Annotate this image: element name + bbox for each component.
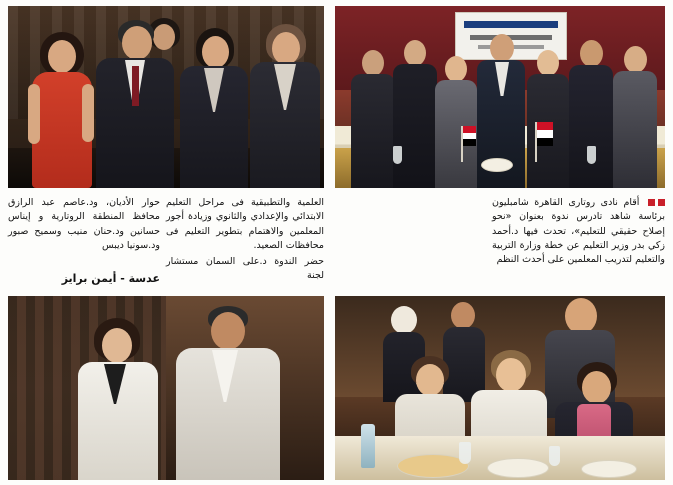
person-man-light-suit <box>168 306 288 480</box>
lead-text: أقام نادى روتارى القاهرة شامبليون برئاسة شاهد تادرس ندوة بعنوان «نحو إصلاح حقيقي للتعليم»، تحدث فيها د.أحمد زكي بدر وزير التعليم عن خطة وزارة التربية والتعليم لتدريب المعلمين على أحدث النظم <box>492 197 665 265</box>
text-column-2 <box>166 196 324 286</box>
text-column-3 <box>492 196 665 269</box>
plate <box>481 158 513 172</box>
person-man-dark-suit <box>92 20 178 188</box>
egypt-flag-1 <box>537 122 553 146</box>
drinking-glass <box>393 146 402 164</box>
drinking-glass <box>459 442 471 464</box>
drinking-glass <box>549 446 560 466</box>
red-square-marker <box>658 199 665 206</box>
rotary-club-panel-photo <box>335 6 665 188</box>
paragraph: حضر الندوة د.على السمان مستشار لجنة <box>166 256 324 282</box>
panel-person-4 <box>611 46 659 188</box>
panel-person-1 <box>349 50 397 188</box>
person-woman-dark-jacket <box>176 28 252 188</box>
red-square-marker <box>648 199 655 206</box>
water-bottle <box>361 424 375 468</box>
paragraph: حوار الأديان، ود.عاصم عبد الرازق محافظ المنطقة الروتارية و إيناس حسانين ود.حنان منيب وسميح صبور ود.سونيا ديبس <box>8 197 160 251</box>
panel-person-woman-1 <box>433 56 479 188</box>
group-photo-four-people <box>8 6 324 188</box>
plate <box>581 460 637 478</box>
person-woman-white-suit <box>68 318 164 480</box>
photographer-credit: عدسة - أيمن برايز <box>61 272 160 285</box>
text-column-1 <box>8 196 160 255</box>
panel-person-2 <box>391 40 439 188</box>
person-woman-red-dress <box>26 32 96 188</box>
plate <box>487 458 549 478</box>
panel-person-3 <box>567 40 615 188</box>
couple-photo <box>8 296 324 480</box>
drinking-glass <box>587 146 596 164</box>
person-woman-right <box>246 24 324 188</box>
paragraph: العلمية والتطبيقية فى مراحل التعليم الابتدائي والإعدادي والثانوي وزيادة أجور المعلمين والاهتمام بتطوير التعليم فى محافظات الصعيد. <box>166 197 324 251</box>
egypt-flag-2 <box>463 126 476 146</box>
panel-person-woman-2 <box>525 50 571 188</box>
dinner-table-photo <box>335 296 665 480</box>
paragraph-with-marker <box>492 196 665 267</box>
